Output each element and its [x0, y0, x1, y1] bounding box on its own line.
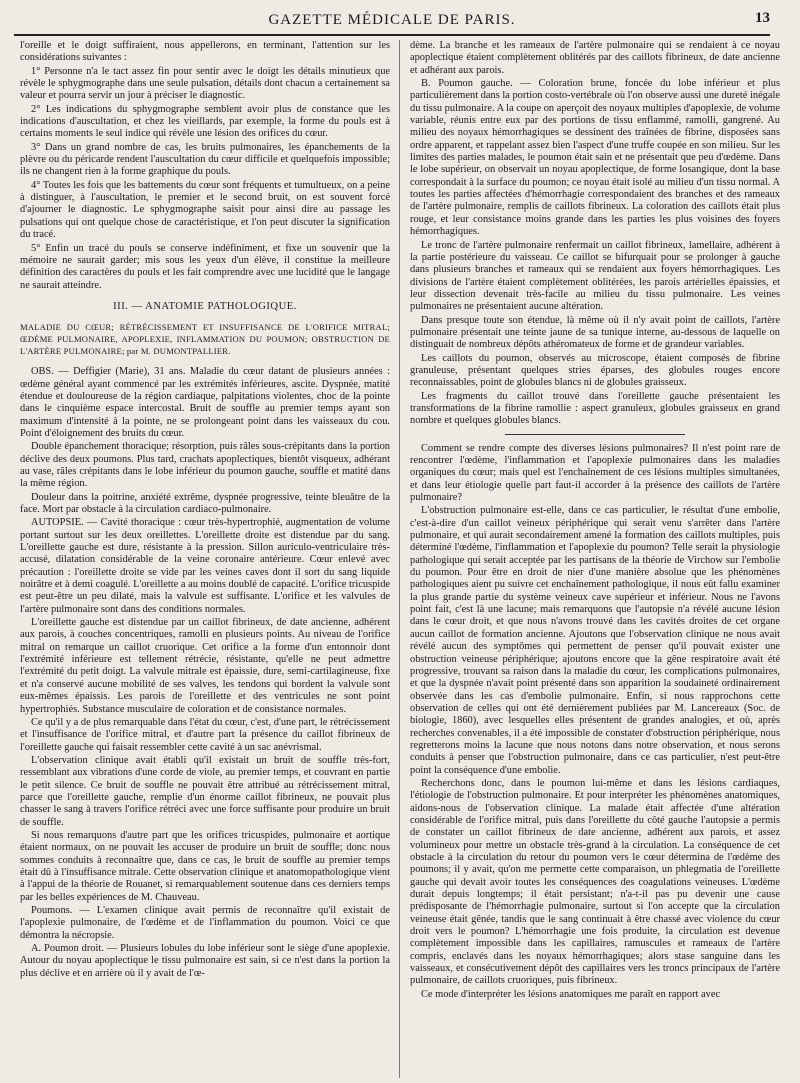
page-number: 13 [755, 10, 770, 26]
article-subtitle: MALADIE DU CŒUR; RÉTRÉCISSEMENT ET INSUFFISANCE DE L'ORIFICE MITRAL; ŒDÈME PULMONAIRE, APOPLEXIE, INFLAMMATION DU POUMON; OBSTRUCTION DE L'ARTÈRE PULMONAIRE; par M. DUMONTPALLIER. [20, 322, 390, 357]
paragraph: Comment se rendre compte des diverses lésions pulmonaires? Il n'est point rare de rencontrer l'œdème, l'inflammation et l'apoplexie pulmonaires dans les maladies organiques du cœur; mais quel est l'enchaînement de ces lésions multiples simultanées, et dans leur étiologie quelle part faut-il accorder à la présence des caillots de l'artère pulmonaire? [410, 442, 780, 504]
paragraph: Poumons. — L'examen clinique avait permis de reconnaître qu'il existait de l'apoplexie pulmonaire, de l'œdème et de l'inflammation du poumon. Voici ce que démontra la nécropsie. [20, 905, 390, 941]
paragraph: A. Poumon droit. — Plusieurs lobules du lobe inférieur sont le siège d'une apoplexie. Autour du noyau apoplectique le tissu pulmonaire est sain, si ce n'est dans la portion la plus déclive et en arrière où il y avait de l'œ- [20, 943, 390, 979]
paragraph: 3° Dans un grand nombre de cas, les bruits pulmonaires, les épanchements de la plèvre ou du péricarde rendent l'auscultation du cœur difficile et quelquefois impossible; ils ne changent rien à la forme graphique du pouls. [20, 141, 390, 178]
paragraph: 2° Les indications du sphygmographe semblent avoir plus de constance que les indications d'auscultation, et chez les vieillards, par exemple, la forme du pouls est à certains moments le seul indice qui révèle une lésion des orifices du cœur. [20, 103, 390, 140]
paragraph: B. Poumon gauche. — Coloration brune, foncée du lobe inférieur et plus particulièrement dans la portion costo-vertébrale où l'on observe aussi une dureté inégale du tissu pulmonaire. A la coupe on aperçoit des noyaux multiples d'apoplexie, de volume variable, réunis entre eux par des portions de tissu enflammé, ramolli, gangrené. Au milieu des noyaux hémorrhagiques se dessinent des traînées de fibrine, disposées sans ordre apparent, et rappelant assez bien l'aspect d'une truffe coupée en son milieu. Sur les limites des parties malades, le poumon était sain et ne présentait que peu d'œdème. Dans le lobe supérieur, on observait un noyau apoplectique, de forme losangique, dont la base correspondait à la surface du poumon; ce noyau était isolé au milieu d'un tissu normal. A toutes les parties affectées d'hémorrhagie correspondaient des branches et des rameaux de l'artère pulmonaire, remplis de caillots fibrineux. La coloration des caillots était plus rouge, et leur consistance moins grande dans les parties les plus voisines des foyers hémorrhagiques. [410, 78, 780, 238]
paragraph: Le tronc de l'artère pulmonaire renfermait un caillot fibrineux, lamellaire, adhérent à la partie postérieure du vaisseau. Ce caillot se bifurquait pour se prolonger à gauche dans plusieurs branches et rameaux qui se rendaient aux foyers hémorrhagiques. Les divisions de l'artère étaient complètement oblitérées, les parois artérielles épaissies, et leur dissection devenait très-facile au milieu du tissu pulmonaire. Les veines pulmonaires ne présentaient aucune altération. [410, 239, 780, 313]
paragraph: 1° Personne n'a le tact assez fin pour sentir avec le doigt les détails minutieux que révèle le sphygmographe dans une seule pulsation, détails dont chacun a certainement sa valeur et pourra servir un jour à préciser le diagnostic. [20, 65, 390, 102]
paragraph: Double épanchement thoracique; résorption, puis râles sous-crépitants dans la portion déclive des deux poumons. Plus tard, crachats apoplectiques, bientôt visqueux, adhérant au vase, râles crépitants dans le lobe inférieur du poumon gauche, souffle et matité dans la même région. [20, 441, 390, 490]
paragraph: L'observation clinique avait établi qu'il existait un bruit de souffle très-fort, ressemblant aux vibrations d'une corde de viole, au premier temps, et couvrant en partie le petit silence. Ce bruit de souffle ne pouvait être attribué au rétrécissement mitral, parce que l'oreillette gauche, remplie d'un énorme caillot fibrineux, ne pouvait plus chasser le sang à travers l'orifice rétréci avec une force suffisante pour produire un bruit de souffle. [20, 754, 390, 828]
left-column [20, 40, 390, 1080]
paragraph: 4° Toutes les fois que les battements du cœur sont fréquents et tumultueux, on a peine à distinguer, à l'auscultation, le premier et le second bruit, on est souvent forcé d'ajourner le diagnostic. Le sphygmographe saisit pour ainsi dire au passage les pulsations qui ont quelque chose de caractéristique, et l'on peut discuter la signification du tracé. [20, 179, 390, 241]
running-header [14, 8, 770, 36]
journal-title: GAZETTE MÉDICALE DE PARIS. [268, 12, 516, 28]
right-column [410, 40, 780, 1080]
paragraph: Douleur dans la poitrine, anxiété extrême, dyspnée progressive, teinte bleuâtre de la face. Mort par obstacle à la circulation cardiaco-pulmonaire. [20, 491, 390, 515]
paragraph: Ce mode d'interpréter les lésions anatomiques me paraît en rapport avec [421, 988, 721, 1000]
paragraph: dème. La branche et les rameaux de l'artère pulmonaire qui se rendaient à ce noyau apoplectique étaient complètement oblitérés par des caillots fibrineux, de date ancienne et adhérant aux parois. [410, 40, 780, 76]
paragraph: l'oreille et le doigt suffiraient, nous appellerons, en terminant, l'attention sur les considérations suivantes : [20, 40, 390, 64]
paragraph: Les fragments du caillot trouvé dans l'oreillette gauche présentaient les transformations de la fibrine ramollie : aspect granuleux, globules graisseux en grand nombre et quelques globules blancs. [410, 390, 780, 427]
column-divider [399, 40, 400, 1078]
paragraph: AUTOPSIE. — Cavité thoracique : cœur très-hypertrophié, augmentation de volume portant surtout sur les deux oreillettes. L'oreillette droite est distendue par du sang. L'oreillette gauche est dure, résistante à la pression. Sillon auriculo-ventriculaire très-accusé, dilatation considérable de la veine coronaire antérieure. Cœur enlevé avec précaution : l'oreillette droite se vide par les veines caves dont il sort du sang liquide noirâtre et à demi coagulé. L'oreillette a au moins doublé de capacité. L'orifice tricuspide est peut-être un peu dilaté, mais la valvule est suffisante. L'orifice et les valvules de l'artère pulmonaire sont dans des conditions normales. [20, 517, 390, 615]
paragraph: Ce qu'il y a de plus remarquable dans l'état du cœur, c'est, d'une part, le rétrécissement et l'insuffisance de l'orifice mitral, et d'autre part la présence du caillot fibrineux de l'oreillette gauche qui faisait ressembler cette cavité à un sac anévrismal. [20, 716, 390, 753]
paragraph: OBS. — Deffigier (Marie), 31 ans. Maladie du cœur datant de plusieurs années : œdème général ayant commencé par les extrémités inférieures, ascite. Dyspnée, matité étendue et douloureuse de la région cardiaque, palpitations violentes, choc de la pointe dans le cinquième espace intercostal. Bruit de souffle au premier temps ayant son maximum d'intensité à la pointe, ne se prolongeant point dans les vaisseaux du cou. Point d'éloignement des bruits du cœur. [20, 366, 390, 439]
paragraph: Si nous remarquons d'autre part que les orifices tricuspides, pulmonaire et aortique étaient normaux, on ne pouvait les accuser de produire un bruit de souffle; donc nous sommes conduits à reconnaître que, dans ce cas, le bruit de souffle au premier temps était dû à l'insuffisance mitrale. Cette observation clinique et anatomopathologique vient à l'appui de la théorie de Rouanet, si remarquablement soutenue dans ces derniers temps par les belles expériences de M. Chauveau. [20, 829, 390, 903]
paragraph: L'oreillette gauche est distendue par un caillot fibrineux, de date ancienne, adhérent aux parois, à couches concentriques, ramolli en plusieurs points. Au niveau de l'orifice mitral on remarque un caillot cruorique. Cet orifice a la forme d'un entonnoir dont l'extrémité inférieure est tellement rétrécie, résistante, qu'elle ne peut admettre l'extrémité du petit doigt. La valvule mitrale est épaissie, dure, semi-cartilagineuse, fixe et n'a conservé aucune mobilité de ses valves, les tendons qui bordent la valvule sont eux-mêmes épaissis. Les parois de l'oreillette et des ventricules ne sont point hypertrophiés. Substance musculaire de coloration et de consistance normales. [20, 617, 390, 715]
paragraph: 5° Enfin un tracé du pouls se conserve indéfiniment, et fixe un souvenir que la mémoire ne saurait garder; mis sous les yeux d'un élève, il constitue la meilleure définition des caractères du pouls et les fait comprendre avec une lucidité que le langage ne saurait atteindre. [20, 242, 390, 291]
paragraph: Recherchons donc, dans le poumon lui-même et dans les lésions cardiaques, l'étiologie de l'obstruction pulmonaire. Et pour interpréter les phénomènes anatomiques, aidons-nous de l'observation clinique. La malade était affectée d'une altération considérable de l'orifice mitral, puis dans l'oreillette du côté gauche l'autopsie a permis de constater un caillot fibrineux de date ancienne, adhérent aux parois, et assez volumineux pour mettre un obstacle très-grand à la circulation. La conséquence de cet obstacle à la circulation du retour du poumon vers le cœur détermina de l'œdème des poumons; il y avait, qu'on me permette cette comparaison, un phlegmatia de l'oreillette gauche qui devait avoir toutes les conséquences des coagulations veineuses. L'œdème durait depuis longtemps; il était persistant; n'a-t-il pas pu devenir une cause prédisposante de l'hémorrhagie pulmonaire, surtout si l'on accepte que la circulation veineuse était gênée, tandis que le sang continuait à être chassé avec violence du cœur droit vers le poumon? L'hémorrhagie une fois produite, la circulation est devenue complètement impossible dans les capillaires, ramuscules et rameaux de l'artère compris, enclavés dans les noyaux hémorrhagiques; alors stase sanguine dans les vaisseaux, et consécutivement dépôt des capillaires vers les troncs principaux de l'artère pulmonaire, de caillots cruoriques, puis fibrineux. [410, 777, 780, 987]
section-heading: III. — ANATOMIE PATHOLOGIQUE. [113, 300, 297, 312]
paragraph: L'obstruction pulmonaire est-elle, dans ce cas particulier, le résultat d'une embolie, c'est-à-dire d'un caillot veineux périphérique qui serait venu s'arrêter dans l'artère pulmonaire, et qui aurait secondairement amené la formation des caillots multiples, puis déterminé l'œdème, l'inflammation et l'apoplexie du poumon? Telle serait la physiologie pathologique qui serait acceptée par les partisans de la théorie de Virchow sur l'embolie du poumon. Pour être en droit de nier d'une manière absolue que les phénomènes pathologiques aient pu suivre cet enchaînement pathologique, il nous eût fallu examiner la plus grande partie du système veineux cave supérieur et inférieur. Nous ne l'avons point fait, c'est là une lacune; mais remarquons que l'autopsie n'a révélé aucune lésion dans le cœur droit, et que nous n'avons trouvé dans les cavités droites de cet organe aucun caillot de formation ancienne. Ajoutons que l'observation clinique ne nous avait révélé aucun des symptômes qui permettent de penser qu'il pouvait exister une obstruction veineuse périphérique; ajoutons encore que la gêne respiratoire avait été progressive, trouvant sa raison dans la maladie du cœur, les complications pulmonaires, et que la dyspnée n'avait point présenté dans son apparition la soudaineté ordinairement observée dans les cas d'embolie pulmonaire. Enfin, si nous rapprochons cette observation de celles qui ont été dernièrement publiées par M. Lancereaux (Soc. de biologie, 1860), avec lesquelles elles présentent de grandes analogies, et où, après recherches convenables, il a été impossible de constater d'obstruction périphérique, nous regretterons moins la lacune que nous notons dans notre observation, et nous serons conduits à penser que l'obstruction pulmonaire, dans ce cas particulier, n'est peut-être point la conséquence d'une embolie. [410, 505, 780, 776]
divider-rule [505, 434, 685, 435]
paragraph: Les caillots du poumon, observés au microscope, étaient composés de fibrine granuleuse, présentant quelques stries éparses, des globules rouges encore reconnaissables, point de globules blancs ni de globules graisseux. [410, 352, 780, 389]
paragraph: Dans presque toute son étendue, là même où il n'y avait point de caillots, l'artère pulmonaire présentait une teinte jaune de sa tunique interne, au-dessous de laquelle on distinguait de nombreux dépôts athéromateux de forme et de grandeur variables. [410, 314, 780, 351]
